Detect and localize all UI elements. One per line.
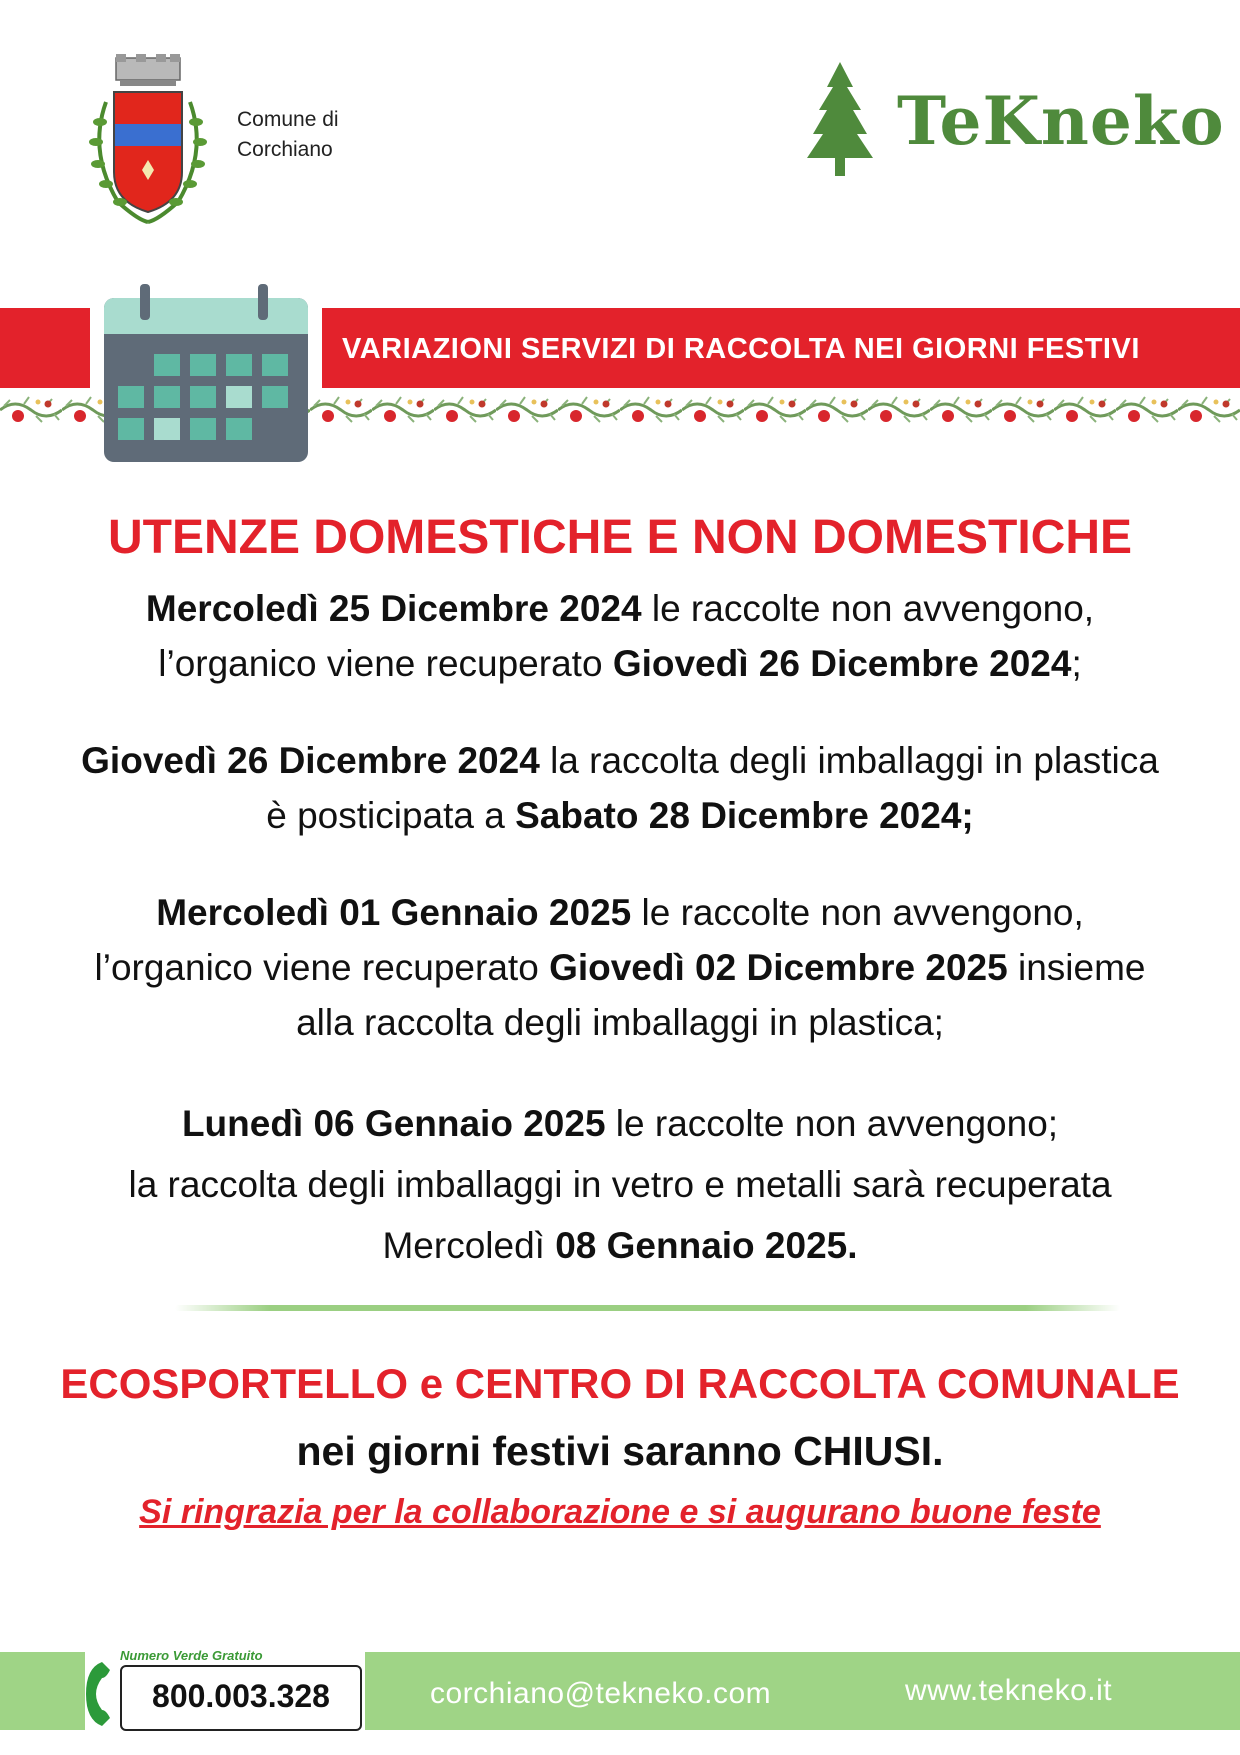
email-link[interactable]: corchiano@tekneko.com (430, 1677, 772, 1710)
notice-1-recovery-date: Giovedì 26 Dicembre 2024 (612, 643, 1072, 684)
notice-3 (20, 885, 1220, 1050)
notice-1 (20, 581, 1220, 691)
calendar-icon (104, 284, 308, 462)
notice-2 (20, 733, 1220, 843)
municipality-line-1: Comune di (237, 108, 339, 131)
notice-4-text-2: la raccolta degli imballaggi in vetro e metalli sarà recuperata (128, 1164, 1112, 1205)
notice-3-date: Mercoledì 01 Gennaio 2025 (156, 892, 632, 933)
municipality-name (237, 105, 339, 165)
notice-4 (20, 1093, 1220, 1276)
section-divider (175, 1305, 1120, 1311)
main-heading: UTENZE DOMESTICHE E NON DOMESTICHE (107, 511, 1133, 564)
phone-label: Numero Verde Gratuito (120, 1648, 263, 1663)
notice-3-text-2: l’organico viene recuperato (94, 947, 550, 988)
notice-4-text: le raccolte non avvengono; (605, 1103, 1059, 1144)
notice-1-end: ; (1071, 643, 1082, 684)
banner-left-band (0, 308, 90, 388)
website-link[interactable]: www.tekneko.it (905, 1674, 1113, 1707)
notice-4-date: Lunedì 06 Gennaio 2025 (181, 1103, 606, 1144)
notice-3-text-3: insieme (1007, 947, 1146, 988)
tree-icon (805, 62, 875, 180)
notice-2-recovery-date: Sabato 28 Dicembre 2024; (515, 795, 974, 836)
coat-of-arms-icon (78, 52, 218, 227)
closed-notice: nei giorni festivi saranno CHIUSI. (296, 1428, 944, 1474)
notice-3-recovery-date: Giovedì 02 Dicembre 2025 (549, 947, 1008, 988)
notice-3-text-4: alla raccolta degli imballaggi in plastica; (296, 1002, 944, 1043)
brand-logo (805, 62, 1225, 182)
municipality-line-2: Corchiano (237, 138, 333, 161)
thanks-message: Si ringrazia per la collaborazione e si augurano buone feste (139, 1493, 1101, 1531)
notice-1-date: Mercoledì 25 Dicembre 2024 (145, 588, 642, 629)
banner-title: VARIAZIONI SERVIZI DI RACCOLTA NEI GIORNI FESTIVI (342, 333, 1140, 365)
notice-1-text: le raccolte non avvengono, (641, 588, 1095, 629)
brand-name: TeKneko (897, 82, 1225, 160)
toll-free-number[interactable]: 800.003.328 (120, 1665, 362, 1731)
notice-2-text: la raccolta degli imballaggi in plastica (539, 740, 1159, 781)
notice-2-date: Giovedì 26 Dicembre 2024 (81, 740, 540, 781)
notice-4-recovery-date: 08 Gennaio 2025. (555, 1225, 858, 1266)
notice-2-text-2: è posticipata a (266, 795, 516, 836)
notice-1-text-2: l’organico viene recuperato (158, 643, 613, 684)
notice-3-text: le raccolte non avvengono, (631, 892, 1084, 933)
notice-4-text-3: Mercoledì (382, 1225, 556, 1266)
eco-office-title: ECOSPORTELLO e CENTRO DI RACCOLTA COMUNALE (60, 1360, 1180, 1407)
phone-icon (82, 1660, 116, 1728)
